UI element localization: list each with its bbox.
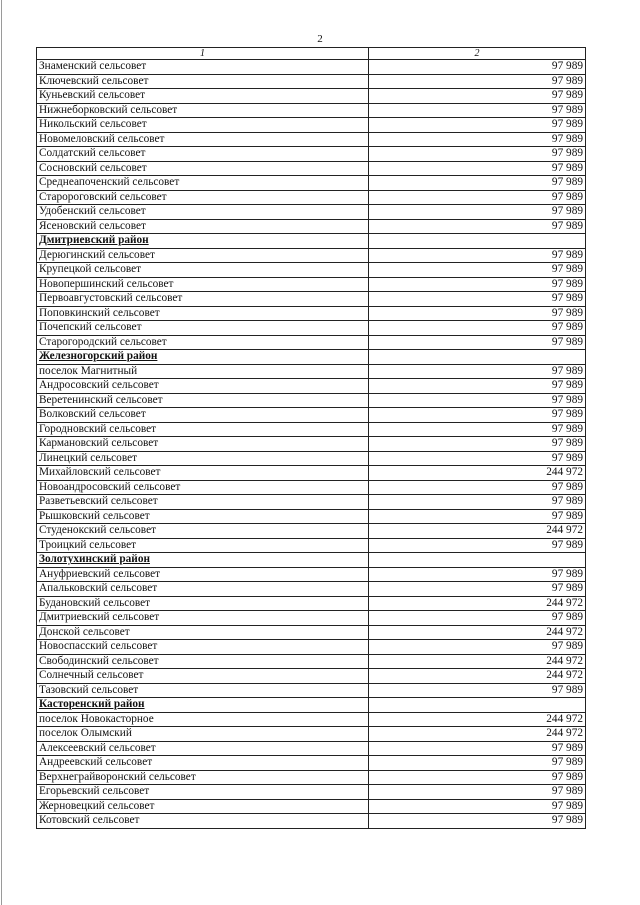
amount-cell: 97 989	[369, 741, 586, 756]
table-row	[37, 524, 586, 539]
table-row	[37, 422, 586, 437]
table-row	[37, 408, 586, 423]
table-row	[37, 799, 586, 814]
amount-cell: 97 989	[369, 103, 586, 118]
table-row	[37, 321, 586, 336]
table-row	[37, 712, 586, 727]
amount-cell: 97 989	[369, 451, 586, 466]
table-row	[37, 582, 586, 597]
table-row	[37, 161, 586, 176]
amount-cell: 97 989	[369, 364, 586, 379]
amount-cell	[369, 234, 586, 249]
settlement-name: Дерюгинский сельсовет	[37, 248, 369, 263]
amount-cell	[369, 350, 586, 365]
amount-cell: 244 972	[369, 524, 586, 539]
settlement-name: Кармановский сельсовет	[37, 437, 369, 452]
district-row	[37, 234, 586, 249]
district-row	[37, 350, 586, 365]
table-row	[37, 263, 586, 278]
amount-cell: 244 972	[369, 712, 586, 727]
table-row	[37, 306, 586, 321]
amount-cell: 97 989	[369, 437, 586, 452]
amount-cell: 97 989	[369, 132, 586, 147]
district-name: Золотухинский район	[37, 553, 369, 568]
settlement-name: Верхнеграйворонский сельсовет	[37, 770, 369, 785]
table-row	[37, 814, 586, 829]
amount-cell: 97 989	[369, 567, 586, 582]
settlement-name: Разветьевский сельсовет	[37, 495, 369, 510]
amount-cell: 244 972	[369, 466, 586, 481]
column-header-1: 1	[37, 48, 369, 60]
settlement-name: Крупецкой сельсовет	[37, 263, 369, 278]
table-row	[37, 785, 586, 800]
table-row	[37, 103, 586, 118]
amount-cell: 97 989	[369, 263, 586, 278]
amount-cell: 97 989	[369, 814, 586, 829]
settlement-name: Андреевский сельсовет	[37, 756, 369, 771]
settlement-name: Знаменский сельсовет	[37, 60, 369, 75]
settlement-name: Ануфриевский сельсовет	[37, 567, 369, 582]
district-row	[37, 553, 586, 568]
settlement-name: Донской сельсовет	[37, 625, 369, 640]
table-row	[37, 437, 586, 452]
amount-cell: 97 989	[369, 176, 586, 191]
amount-cell: 97 989	[369, 335, 586, 350]
amount-cell: 97 989	[369, 292, 586, 307]
table-row	[37, 248, 586, 263]
table-row	[37, 219, 586, 234]
settlement-name: поселок Новокасторное	[37, 712, 369, 727]
amount-cell: 244 972	[369, 727, 586, 742]
settlement-name: поселок Магнитный	[37, 364, 369, 379]
settlement-name: Дмитриевский сельсовет	[37, 611, 369, 626]
table-row	[37, 640, 586, 655]
settlement-name: Егорьевский сельсовет	[37, 785, 369, 800]
amount-cell: 244 972	[369, 669, 586, 684]
table-row	[37, 611, 586, 626]
settlement-name: Жерновецкий сельсовет	[37, 799, 369, 814]
table-row	[37, 60, 586, 75]
table-row	[37, 118, 586, 133]
settlement-name: Солнечный сельсовет	[37, 669, 369, 684]
settlement-name: Рышковский сельсовет	[37, 509, 369, 524]
district-name: Касторенский район	[37, 698, 369, 713]
table-row	[37, 190, 586, 205]
table-row	[37, 509, 586, 524]
table-row	[37, 147, 586, 162]
settlement-name: Новомеловский сельсовет	[37, 132, 369, 147]
settlement-name: Почепский сельсовет	[37, 321, 369, 336]
table-row	[37, 669, 586, 684]
amount-cell: 97 989	[369, 756, 586, 771]
settlement-name: Среднеапоченский сельсовет	[37, 176, 369, 191]
table-row	[37, 176, 586, 191]
amount-cell: 97 989	[369, 393, 586, 408]
table-row	[37, 379, 586, 394]
amount-cell: 244 972	[369, 596, 586, 611]
table-row	[37, 683, 586, 698]
settlement-name: Андросовский сельсовет	[37, 379, 369, 394]
table-row	[37, 74, 586, 89]
amount-cell: 97 989	[369, 74, 586, 89]
amount-cell: 97 989	[369, 277, 586, 292]
settlement-name: Студенокский сельсовет	[37, 524, 369, 539]
settlement-name: Троицкий сельсовет	[37, 538, 369, 553]
amount-cell: 97 989	[369, 379, 586, 394]
settlement-name: Ясеновский сельсовет	[37, 219, 369, 234]
amount-cell: 97 989	[369, 683, 586, 698]
table-row	[37, 625, 586, 640]
amount-cell	[369, 698, 586, 713]
column-header-2: 2	[369, 48, 586, 60]
amount-cell: 244 972	[369, 625, 586, 640]
settlement-name: Нижнеборковский сельсовет	[37, 103, 369, 118]
settlement-name: Новоандросовский сельсовет	[37, 480, 369, 495]
settlement-name: Старороговский сельсовет	[37, 190, 369, 205]
table-row	[37, 364, 586, 379]
table-row	[37, 466, 586, 481]
settlement-name: Новоспасский сельсовет	[37, 640, 369, 655]
table-row	[37, 205, 586, 220]
amount-cell: 97 989	[369, 248, 586, 263]
settlement-name: Апальковский сельсовет	[37, 582, 369, 597]
settlement-name: Алексеевский сельсовет	[37, 741, 369, 756]
table-header-row	[37, 48, 586, 60]
amount-cell: 97 989	[369, 89, 586, 104]
table-row	[37, 132, 586, 147]
amount-cell: 97 989	[369, 611, 586, 626]
amount-cell: 97 989	[369, 582, 586, 597]
settlement-name: Будановский сельсовет	[37, 596, 369, 611]
amount-cell: 97 989	[369, 321, 586, 336]
settlement-name: Солдатский сельсовет	[37, 147, 369, 162]
amount-cell: 97 989	[369, 538, 586, 553]
allocation-table	[36, 47, 586, 829]
settlement-name: Котовский сельсовет	[37, 814, 369, 829]
settlement-name: Старогородский сельсовет	[37, 335, 369, 350]
amount-cell: 244 972	[369, 654, 586, 669]
table-row	[37, 727, 586, 742]
settlement-name: Городновский сельсовет	[37, 422, 369, 437]
amount-cell: 97 989	[369, 509, 586, 524]
amount-cell: 97 989	[369, 480, 586, 495]
amount-cell: 97 989	[369, 306, 586, 321]
district-name: Дмитриевский район	[37, 234, 369, 249]
settlement-name: Поповкинский сельсовет	[37, 306, 369, 321]
amount-cell: 97 989	[369, 60, 586, 75]
district-name: Железногорский район	[37, 350, 369, 365]
amount-cell: 97 989	[369, 785, 586, 800]
settlement-name: Новопершинский сельсовет	[37, 277, 369, 292]
table-row	[37, 596, 586, 611]
settlement-name: Куньевский сельсовет	[37, 89, 369, 104]
amount-cell: 97 989	[369, 495, 586, 510]
table-row	[37, 480, 586, 495]
table-row	[37, 89, 586, 104]
amount-cell: 97 989	[369, 161, 586, 176]
table-row	[37, 567, 586, 582]
settlement-name: Веретенинский сельсовет	[37, 393, 369, 408]
settlement-name: Сосновский сельсовет	[37, 161, 369, 176]
amount-cell: 97 989	[369, 147, 586, 162]
settlement-name: Никольский сельсовет	[37, 118, 369, 133]
table-row	[37, 538, 586, 553]
table-row	[37, 335, 586, 350]
table-row	[37, 770, 586, 785]
table-row	[37, 756, 586, 771]
table-row	[37, 451, 586, 466]
settlement-name: Свободинский сельсовет	[37, 654, 369, 669]
table-row	[37, 277, 586, 292]
amount-cell: 97 989	[369, 640, 586, 655]
amount-cell: 97 989	[369, 118, 586, 133]
settlement-name: поселок Олымский	[37, 727, 369, 742]
amount-cell: 97 989	[369, 205, 586, 220]
table-row	[37, 654, 586, 669]
district-row	[37, 698, 586, 713]
amount-cell: 97 989	[369, 408, 586, 423]
amount-cell	[369, 553, 586, 568]
table-row	[37, 495, 586, 510]
settlement-name: Тазовский сельсовет	[37, 683, 369, 698]
scan-edge-line	[1, 0, 2, 905]
settlement-name: Волковский сельсовет	[37, 408, 369, 423]
amount-cell: 97 989	[369, 770, 586, 785]
page-number: 2	[317, 33, 323, 45]
settlement-name: Ключевский сельсовет	[37, 74, 369, 89]
settlement-name: Первоавгустовский сельсовет	[37, 292, 369, 307]
table-row	[37, 741, 586, 756]
settlement-name: Линецкий сельсовет	[37, 451, 369, 466]
amount-cell: 97 989	[369, 190, 586, 205]
table-row	[37, 292, 586, 307]
settlement-name: Удобенский сельсовет	[37, 205, 369, 220]
amount-cell: 97 989	[369, 799, 586, 814]
table-row	[37, 393, 586, 408]
amount-cell: 97 989	[369, 422, 586, 437]
settlement-name: Михайловский сельсовет	[37, 466, 369, 481]
amount-cell: 97 989	[369, 219, 586, 234]
